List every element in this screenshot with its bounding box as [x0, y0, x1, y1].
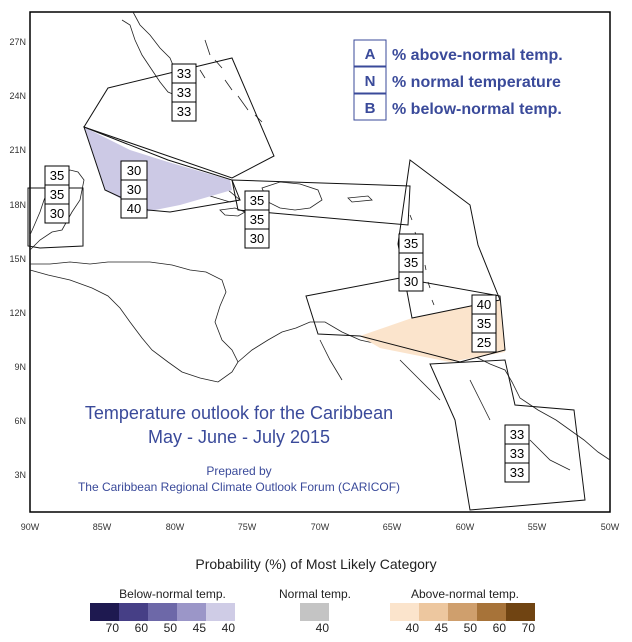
svg-text:24N: 24N [9, 91, 26, 101]
region-box-cuba-cayman [121, 161, 147, 218]
normal-scale-ticks [300, 621, 329, 635]
svg-text:80W: 80W [165, 522, 185, 532]
svg-text:60W: 60W [455, 522, 475, 532]
svg-text:90W: 90W [20, 522, 40, 532]
below-tick-label: 40 [221, 621, 235, 635]
below-value: 30 [403, 274, 419, 289]
above-tick-label: 45 [434, 621, 448, 635]
below-tick-label: 50 [163, 621, 177, 635]
normal-value: 35 [476, 316, 492, 331]
below-value: 33 [509, 465, 525, 480]
normal-color-bar [300, 603, 329, 621]
below-tick-label: 45 [192, 621, 206, 635]
below-swatch [177, 603, 206, 621]
above-value: 35 [49, 168, 65, 183]
above-scale-ticks [390, 621, 535, 635]
svg-text:18N: 18N [9, 200, 26, 210]
above-swatch [419, 603, 448, 621]
below-value: 30 [249, 231, 265, 246]
region-box-lesser-antilles-north [399, 234, 423, 291]
region-box-southern-caribbean [472, 295, 496, 352]
above-tick-label: 50 [463, 621, 477, 635]
legend-text-above: % above-normal temp. [392, 47, 563, 64]
prepared-by: Prepared by [206, 464, 272, 478]
scale-heading: Probability (%) of Most Likely Category [195, 556, 437, 572]
map-subtitle: May - June - July 2015 [147, 427, 331, 447]
region-box-yucatan-belize [45, 166, 69, 223]
above-tick-label: 70 [521, 621, 535, 635]
below-value: 40 [126, 201, 142, 216]
below-scale-label: Below-normal temp. [119, 587, 226, 601]
normal-value: 35 [49, 187, 65, 202]
map-title: Temperature outlook for the Caribbean [84, 403, 394, 423]
svg-text:3N: 3N [14, 470, 26, 480]
above-swatch [448, 603, 477, 621]
below-value: 25 [476, 335, 492, 350]
above-scale-label: Above-normal temp. [410, 587, 520, 601]
above-swatch [477, 603, 506, 621]
below-swatch [148, 603, 177, 621]
below-tick-label: 60 [134, 621, 148, 635]
region-box-guianas [505, 425, 529, 482]
legend-text-below: % below-normal temp. [392, 101, 562, 118]
svg-text:12N: 12N [9, 308, 26, 318]
svg-text:21N: 21N [9, 145, 26, 155]
normal-tick-label: 40 [315, 621, 329, 635]
above-value: 30 [126, 163, 142, 178]
above-tick-label: 60 [492, 621, 506, 635]
below-value: 30 [49, 206, 65, 221]
below-tick-label: 70 [105, 621, 119, 635]
svg-text:50W: 50W [600, 522, 620, 532]
above-value: 35 [403, 236, 419, 251]
normal-value: 30 [126, 182, 142, 197]
svg-text:9N: 9N [14, 362, 26, 372]
normal-value: 33 [176, 85, 192, 100]
longitude-labels [21, 522, 620, 532]
latitude-labels [9, 37, 26, 480]
normal-value: 35 [403, 255, 419, 270]
below-swatch [90, 603, 119, 621]
below-scale-ticks [90, 621, 235, 635]
svg-text:6N: 6N [14, 416, 26, 426]
normal-scale-label: Normal temp. [278, 587, 352, 601]
below-swatch [206, 603, 235, 621]
normal-value: 33 [509, 446, 525, 461]
legend-key-above: A [364, 46, 376, 63]
below-value: 33 [176, 104, 192, 119]
above-color-bar [390, 603, 535, 621]
svg-text:27N: 27N [9, 37, 26, 47]
above-value: 35 [249, 193, 265, 208]
above-value: 33 [176, 66, 192, 81]
region-box-hispaniola-jamaica [245, 191, 269, 248]
legend-text-normal: % normal temperature [392, 74, 561, 91]
forum-name: The Caribbean Regional Climate Outlook Forum (CARICOF) [77, 480, 401, 494]
below-swatch [119, 603, 148, 621]
svg-text:75W: 75W [237, 522, 257, 532]
above-swatch [390, 603, 419, 621]
svg-text:85W: 85W [92, 522, 112, 532]
above-tick-label: 40 [405, 621, 419, 635]
svg-text:70W: 70W [310, 522, 330, 532]
legend-key-below: B [364, 100, 376, 117]
svg-text:55W: 55W [527, 522, 547, 532]
svg-text:15N: 15N [9, 254, 26, 264]
above-value: 40 [476, 297, 492, 312]
normal-value: 35 [249, 212, 265, 227]
normal-swatch [300, 603, 329, 621]
legend-key-normal: N [364, 73, 376, 90]
svg-text:65W: 65W [382, 522, 402, 532]
above-swatch [506, 603, 535, 621]
category-legend [354, 40, 563, 120]
below-color-bar [90, 603, 235, 621]
above-value: 33 [509, 427, 525, 442]
region-box-bahamas [172, 64, 196, 121]
